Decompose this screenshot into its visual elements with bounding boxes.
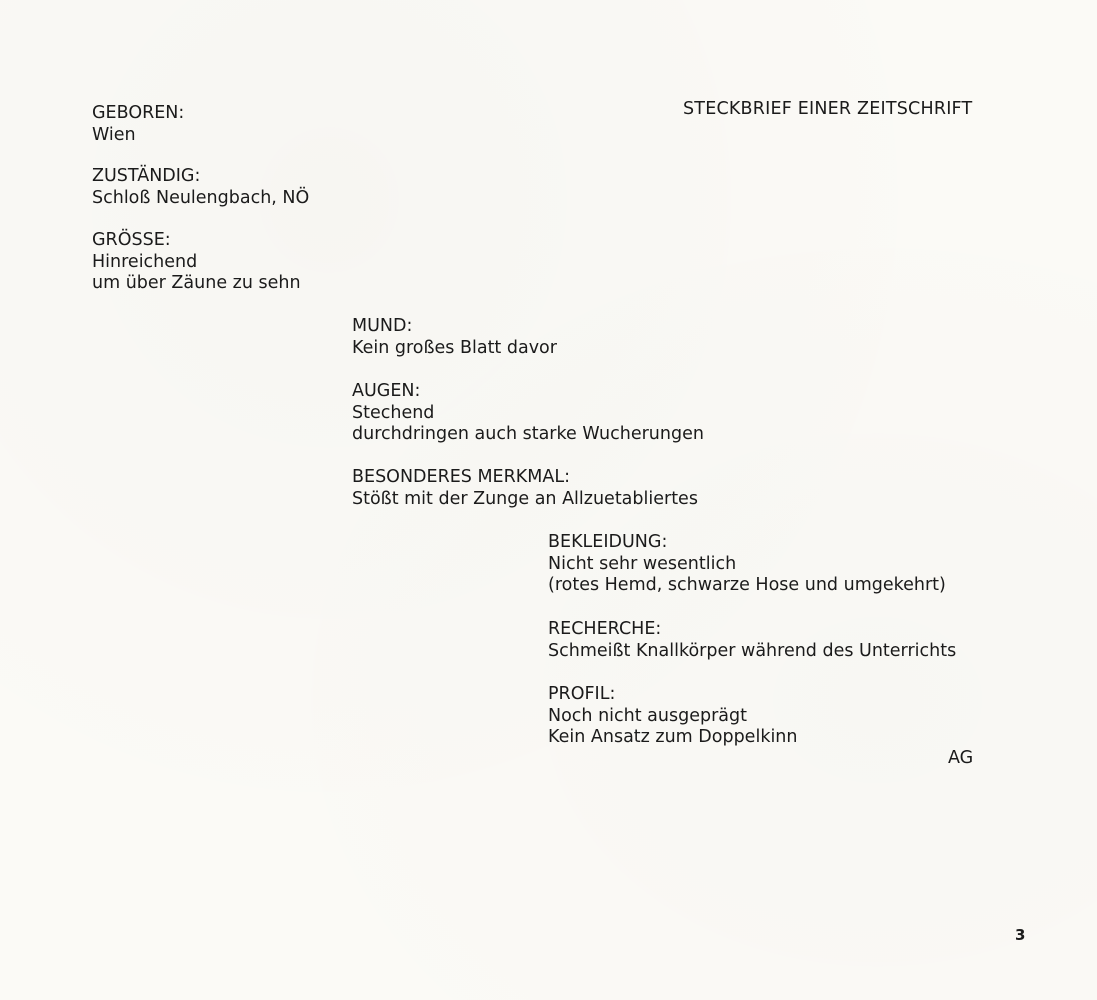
entry-label: AUGEN: bbox=[352, 381, 421, 401]
entry-line: Noch nicht ausgeprägt bbox=[548, 705, 747, 726]
entry-line: Nicht sehr wesentlich bbox=[548, 553, 737, 574]
entry-line: Schmeißt Knallkörper während des Unterrichts bbox=[548, 640, 957, 661]
entry-line: um über Zäune zu sehn bbox=[92, 273, 301, 293]
entry-augen bbox=[352, 381, 704, 446]
entry-zustaendig bbox=[92, 166, 309, 209]
entry-line: Wien bbox=[92, 124, 136, 145]
entry-label: MUND: bbox=[352, 316, 413, 336]
entry-line: (rotes Hemd, schwarze Hose und umgekehrt) bbox=[548, 575, 946, 595]
entry-label: GRÖSSE: bbox=[92, 230, 171, 250]
entry-line: Stechend bbox=[352, 402, 435, 423]
entry-line: Kein Ansatz zum Doppelkinn bbox=[548, 727, 798, 747]
entry-line: Stößt mit der Zunge an Allzuetabliertes bbox=[352, 488, 698, 509]
entry-profil bbox=[548, 684, 798, 749]
entry-label: ZUSTÄNDIG: bbox=[92, 166, 201, 186]
entry-geboren bbox=[92, 103, 184, 146]
entry-label: BESONDERES MERKMAL: bbox=[352, 467, 570, 487]
author-initials: AG bbox=[948, 748, 974, 768]
entry-label: GEBOREN: bbox=[92, 103, 185, 123]
entry-label: RECHERCHE: bbox=[548, 619, 662, 639]
entry-bekleidung bbox=[548, 532, 946, 597]
entry-line: durchdringen auch starke Wucherungen bbox=[352, 424, 704, 444]
entry-label: BEKLEIDUNG: bbox=[548, 532, 668, 552]
entry-mund bbox=[352, 316, 557, 359]
page-number: 3 bbox=[1015, 926, 1026, 944]
entry-groesse bbox=[92, 230, 301, 295]
entry-line: Hinreichend bbox=[92, 251, 198, 272]
entry-line: Schloß Neulengbach, NÖ bbox=[92, 187, 310, 208]
entry-recherche bbox=[548, 619, 956, 662]
entry-besonderes-merkmal bbox=[352, 467, 698, 510]
entry-line: Kein großes Blatt davor bbox=[352, 337, 557, 358]
page-title: STECKBRIEF EINER ZEITSCHRIFT bbox=[683, 99, 973, 119]
entry-label: PROFIL: bbox=[548, 684, 616, 704]
